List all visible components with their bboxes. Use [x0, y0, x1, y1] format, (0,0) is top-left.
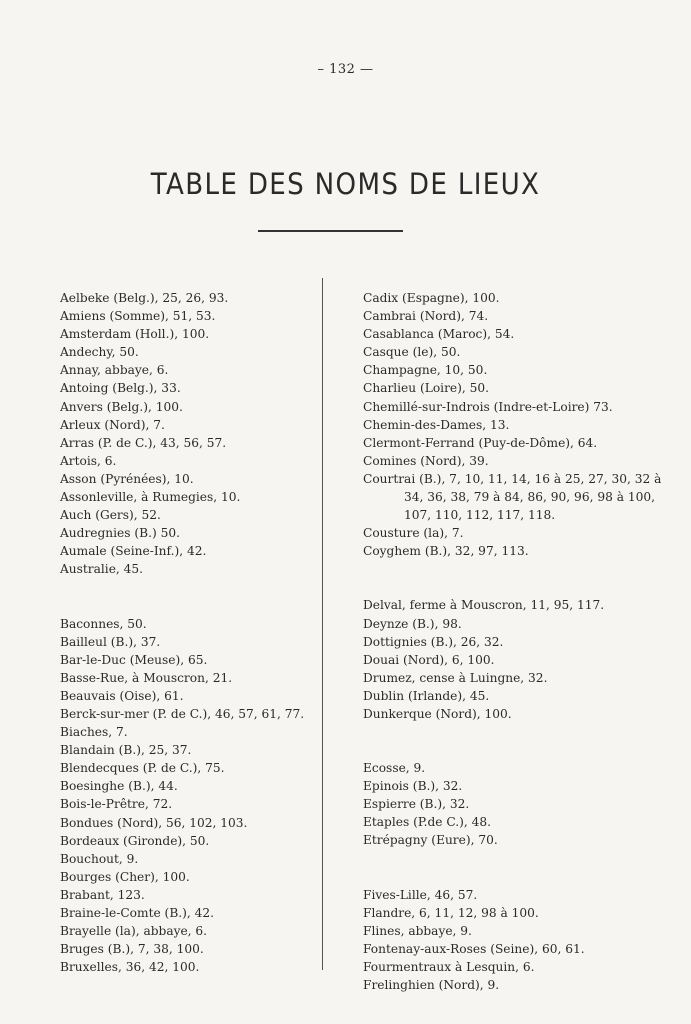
index-entry: Assonleville, à Rumegies, 10. — [60, 490, 241, 505]
index-entry: Antoing (Belg.), 33. — [60, 381, 181, 396]
index-entry: Bailleul (B.), 37. — [60, 634, 161, 649]
index-entry: Flandre, 6, 11, 12, 98 à 100. — [363, 905, 539, 920]
index-entry: Annay, abbaye, 6. — [60, 363, 169, 378]
index-entry: Boesinghe (B.), 44. — [60, 779, 178, 794]
letter-group — [363, 289, 681, 560]
index-entry: Arras (P. de C.), 43, 56, 57. — [60, 435, 227, 450]
index-entry: Bruges (B.), 7, 38, 100. — [60, 942, 204, 957]
index-entry: Brabant, 123. — [60, 887, 145, 902]
index-entry: Baconnes, 50. — [60, 616, 147, 631]
index-entry: Bar-le-Duc (Meuse), 65. — [60, 652, 208, 667]
index-entry: Chemillé-sur-Indrois (Indre-et-Loire) 73. — [363, 399, 613, 414]
index-entry: Dunkerque (Nord), 100. — [363, 706, 512, 721]
index-entry: Cadix (Espagne), 100. — [363, 291, 500, 305]
index-entry: Anvers (Belg.), 100. — [60, 399, 183, 414]
index-entry: Chemin-des-Dames, 13. — [363, 417, 510, 432]
index-entry: Charlieu (Loire), 50. — [363, 381, 490, 396]
index-entry: Bouchout, 9. — [60, 851, 139, 866]
index-entry: Aelbeke (Belg.), 25, 26, 93. — [60, 291, 229, 305]
index-entry: Cambrai (Nord), 74. — [363, 309, 489, 324]
index-entry: Douai (Nord), 6, 100. — [363, 652, 495, 667]
index-entry: Fives-Lille, 46, 57. — [363, 887, 478, 902]
index-entry: Bruxelles, 36, 42, 100. — [60, 960, 200, 975]
index-entry: Dublin (Irlande), 45. — [363, 688, 490, 703]
index-entry: Artois, 6. — [60, 453, 117, 468]
index-entry: Asson (Pyrénées), 10. — [60, 471, 194, 486]
title-underline — [258, 230, 403, 232]
index-entry: Braine-le-Comte (B.), 42. — [60, 906, 215, 920]
index-entry: Berck-sur-mer (P. de C.), 46, 57, 61, 77. — [60, 706, 305, 721]
index-entry: Espierre (B.), 32. — [363, 797, 470, 812]
letter-group — [363, 596, 681, 723]
index-entry: Fontenay-aux-Roses (Seine), 60, 61. — [363, 941, 585, 956]
index-entry: Clermont-Ferrand (Puy-de-Dôme), 64. — [363, 435, 598, 450]
index-entry: Cousture (la), 7. — [363, 526, 464, 541]
index-entry: Arleux (Nord), 7. — [60, 417, 165, 432]
index-entry: Fourmentraux à Lesquin, 6. — [363, 959, 535, 974]
page-title: TABLE DES NOMS DE LIEUX — [150, 167, 541, 202]
index-entry: Bordeaux (Gironde), 50. — [60, 833, 210, 848]
index-entry: Bondues (Nord), 56, 102, 103. — [60, 815, 248, 830]
index-entry: Champagne, 10, 50. — [363, 363, 488, 378]
index-entry: Delval, ferme à Mouscron, 11, 95, 117. — [363, 598, 605, 613]
index-entry: Audregnies (B.) 50. — [60, 526, 180, 541]
letter-group — [363, 759, 681, 849]
index-entry: Blendecques (P. de C.), 75. — [60, 761, 225, 776]
index-entry: Andechy, 50. — [60, 345, 139, 360]
index-entry: Amsterdam (Holl.), 100. — [60, 327, 210, 342]
index-entry: Frelinghien (Nord), 9. — [363, 978, 500, 992]
index-entry: Basse-Rue, à Mouscron, 21. — [60, 670, 233, 685]
index-entry: Coyghem (B.), 32, 97, 113. — [363, 544, 529, 559]
index-entry: Blandain (B.), 25, 37. — [60, 743, 192, 758]
column-divider — [322, 278, 323, 970]
index-entry: Drumez, cense à Luingne, 32. — [363, 670, 548, 685]
index-entry: Casablanca (Maroc), 54. — [363, 327, 515, 342]
index-entry: Deynze (B.), 98. — [363, 616, 462, 631]
page-number: – 132 — — [317, 62, 374, 77]
index-entry: Dottignies (B.), 26, 32. — [363, 634, 504, 649]
letter-group — [363, 886, 681, 995]
index-entry: Epinois (B.), 32. — [363, 779, 463, 794]
letter-group — [60, 615, 318, 977]
index-entry: Beauvais (Oise), 61. — [60, 688, 184, 703]
index-entry: Courtrai (B.), 7, 10, 11, 14, 16 à 25, 27, 30, 32 à 34, 36, 38, 79 à 84, 86, 90, 96, 98 à 100, 107, 110, 112, 117, 118. — [363, 471, 662, 523]
index-entry: Comines (Nord), 39. — [363, 453, 489, 468]
index-entry: Casque (le), 50. — [363, 345, 461, 360]
right-column — [363, 289, 681, 994]
index-entry: Bois-le-Prêtre, 72. — [60, 797, 173, 812]
index-entry: Amiens (Somme), 51, 53. — [60, 309, 216, 324]
index-entry: Etrépagny (Eure), 70. — [363, 833, 498, 848]
index-entry: Ecosse, 9. — [363, 761, 426, 776]
left-column — [60, 289, 318, 976]
index-entry: Auch (Gers), 52. — [60, 508, 161, 523]
index-entry: Flines, abbaye, 9. — [363, 923, 472, 938]
letter-group — [60, 289, 318, 579]
index-entry: Biaches, 7. — [60, 725, 128, 740]
index-entry: Etaples (P.de C.), 48. — [363, 815, 491, 830]
index-entry: Brayelle (la), abbaye, 6. — [60, 924, 208, 939]
index-entry: Aumale (Seine-Inf.), 42. — [60, 544, 207, 559]
index-entry: Australie, 45. — [60, 562, 144, 577]
index-entry: Bourges (Cher), 100. — [60, 869, 190, 884]
